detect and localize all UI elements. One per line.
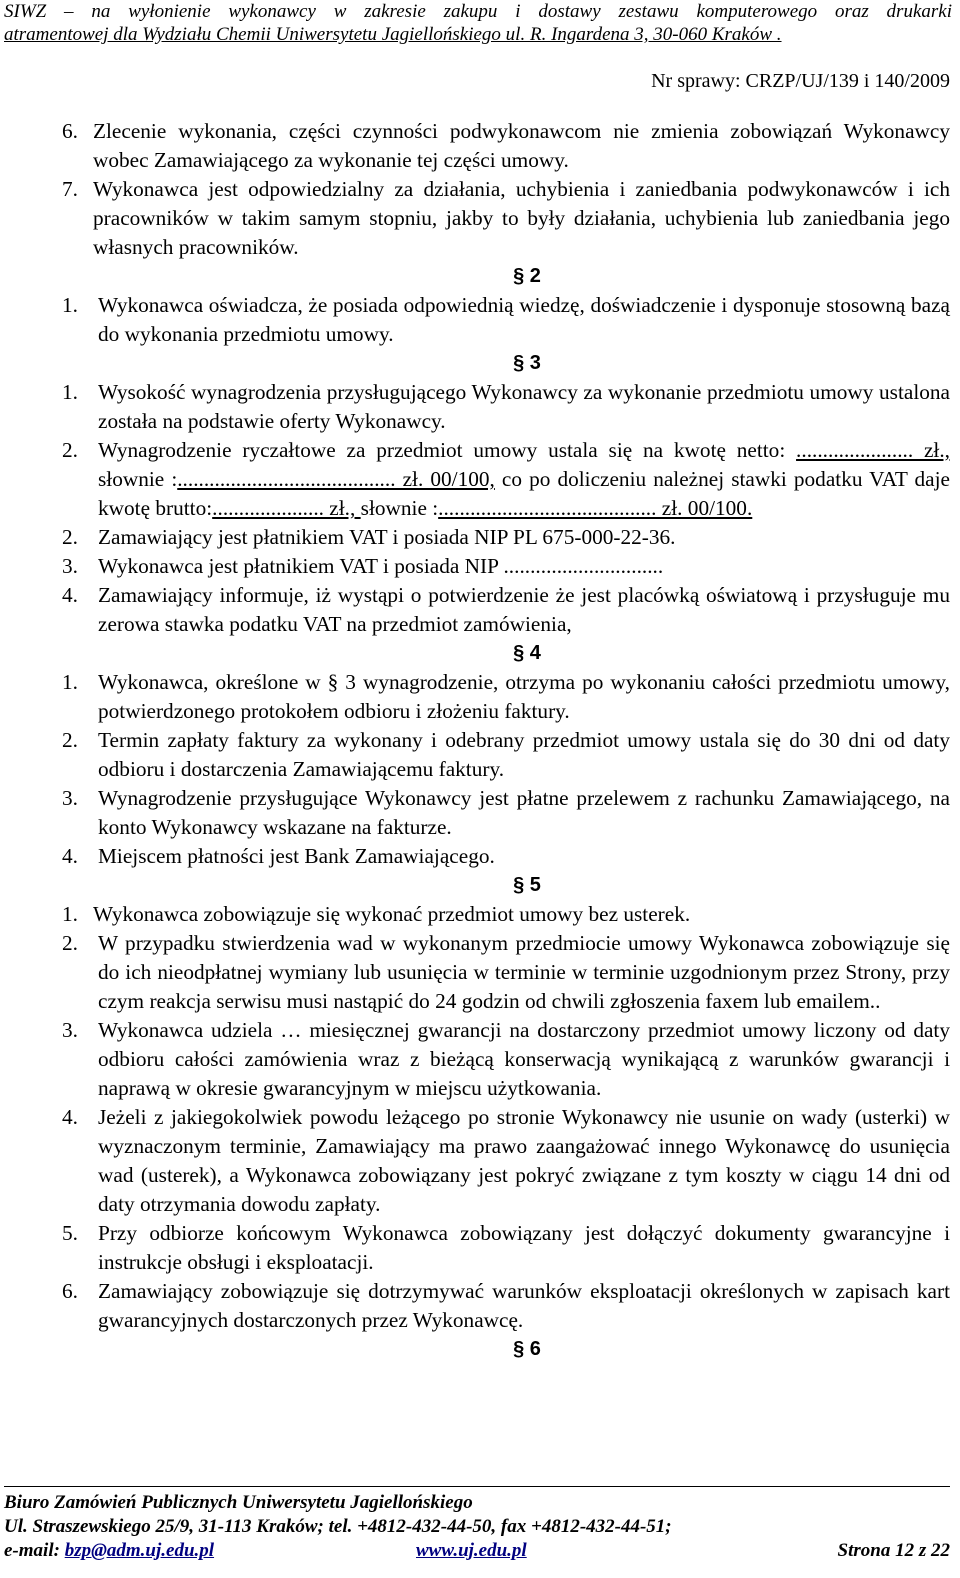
item-text: Wykonawca udziela … miesięcznej gwarancji na dostarczony przedmiot umowy liczony od daty odbioru całości zamówienia wraz z bieżącą konserwacją wynikającą z warunków gwarancji i naprawą w okresie gwarancyjnym w miejscu użytkowania. xyxy=(98,1018,950,1100)
list-item xyxy=(62,1219,950,1277)
item-number: 1. xyxy=(62,380,78,404)
item-number: 6. xyxy=(62,119,78,143)
list-item xyxy=(62,1103,950,1219)
footer-email-link[interactable]: bzp@adm.uj.edu.pl xyxy=(64,1540,215,1561)
list-item xyxy=(62,552,950,581)
item-number: 3. xyxy=(62,1018,78,1042)
item-number: 1. xyxy=(62,670,78,694)
section-heading-2: § 2 xyxy=(513,265,541,287)
document-body xyxy=(62,117,950,1364)
list-item xyxy=(62,784,950,842)
item-number: 2. xyxy=(62,525,78,549)
header-line-1: SIWZ – na wyłonienie wykonawcy w zakresie zakupu i dostawy zestawu komputerowego oraz drukarki xyxy=(4,1,952,22)
list-item xyxy=(62,523,950,552)
section-heading-3: § 3 xyxy=(513,352,541,374)
brutto-words-blank: ......................................... zł. 00/100. xyxy=(438,496,753,520)
footer-website-link[interactable]: www.uj.edu.pl xyxy=(416,1540,527,1561)
item-text: Wykonawca jest płatnikiem VAT i posiada NIP .............................. xyxy=(98,554,664,578)
item-text: Wynagrodzenie ryczałtowe za przedmiot umowy ustala się na kwotę netto: xyxy=(98,438,797,462)
item-text: Termin zapłaty faktury za wykonany i odebrany przedmiot umowy ustala się do 30 dni od daty odbioru i dostarczenia Zamawiającemu faktury. xyxy=(98,728,950,781)
item-number: 4. xyxy=(62,1105,78,1129)
list-item xyxy=(62,726,950,784)
list-item xyxy=(62,117,950,175)
list-item xyxy=(62,842,950,871)
list-item xyxy=(62,929,950,1016)
item-text: Wysokość wynagrodzenia przysługującego Wykonawcy za wykonanie przedmiotu umowy ustalona została na podstawie oferty Wykonawcy. xyxy=(98,380,950,433)
case-number: Nr sprawy: CRZP/UJ/139 i 140/2009 xyxy=(651,70,950,92)
item-text: Zamawiający informuje, iż wystąpi o potwierdzenie że jest placówką oświatową i przysługuje mu zerowa stawka podatku VAT na przedmiot zamówienia, xyxy=(98,583,950,636)
item-text: Zlecenie wykonania, części czynności podwykonawcom nie zmienia zobowiązań Wykonawcy wobec Zamawiającego za wykonanie tej części umowy. xyxy=(93,119,950,172)
page-footer xyxy=(4,1486,950,1563)
item-number: 4. xyxy=(62,583,78,607)
footer-address: Ul. Straszewskiego 25/9, 31-113 Kraków; tel. +4812-432-44-50, fax +4812-432-44-51; xyxy=(4,1516,672,1537)
item-text: W przypadku stwierdzenia wad w wykonanym przedmiocie umowy Wykonawca zobowiązuje się do ich nieodpłatnej wymiany lub usunięcia w terminie w terminie uzgodnionym przez Strony, przy czym reakcja serwisu musi nastąpić do 24 godzin od chwili zgłoszenia faxem lub emailem.. xyxy=(98,931,950,1013)
netto-amount-blank: ...................... zł., xyxy=(796,438,950,462)
list-item xyxy=(62,1277,950,1335)
item-number: 2. xyxy=(62,931,78,955)
list-item xyxy=(62,581,950,639)
item-number: 1. xyxy=(62,902,78,926)
footer-office-name: Biuro Zamówień Publicznych Uniwersytetu Jagiellońskiego xyxy=(4,1492,473,1513)
item-number: 4. xyxy=(62,844,78,868)
list-item xyxy=(62,900,950,929)
item-text: słownie : xyxy=(98,467,178,491)
item-number: 7. xyxy=(62,177,78,201)
list-item xyxy=(62,668,950,726)
item-number: 2. xyxy=(62,728,78,752)
item-number: 1. xyxy=(62,293,78,317)
item-text: Wykonawca oświadcza, że posiada odpowiednią wiedzę, doświadczenie i dysponuje stosowną bazą do wykonania przedmiotu umowy. xyxy=(98,293,950,346)
item-text: Wynagrodzenie przysługujące Wykonawcy jest płatne przelewem z rachunku Zamawiającego, na konto Wykonawcy wskazane na fakturze. xyxy=(98,786,950,839)
item-number: 6. xyxy=(62,1279,78,1303)
list-item-remuneration xyxy=(62,436,950,523)
page-number: Strona 12 z 22 xyxy=(837,1540,950,1561)
item-text: Wykonawca jest odpowiedzialny za działania, uchybienia i zaniedbania podwykonawców i ich pracowników w takim samym stopniu, jakby to były działania, uchybienia lub zaniedbania jego własnych pracowników. xyxy=(93,177,950,259)
item-number: 3. xyxy=(62,786,78,810)
list-item xyxy=(62,1016,950,1103)
item-number: 2. xyxy=(62,438,78,462)
footer-email-label: e-mail: xyxy=(4,1540,65,1561)
item-text: Przy odbiorze końcowym Wykonawca zobowiązany jest dołączyć dokumenty gwarancyjne i instrukcje obsługi i eksploatacji. xyxy=(98,1221,950,1274)
section-heading-4: § 4 xyxy=(513,642,541,664)
list-item xyxy=(62,378,950,436)
section-heading-5: § 5 xyxy=(513,874,541,896)
item-text: Wykonawca, określone w § 3 wynagrodzenie, otrzyma po wykonaniu całości przedmiotu umowy, potwierdzonego protokołem odbioru i złożeniu faktury. xyxy=(98,670,950,723)
list-item xyxy=(62,175,950,262)
item-text: Jeżeli z jakiegokolwiek powodu leżącego po stronie Wykonawcy nie usunie on wady (usterki) w wyznaczonym terminie, Zamawiający ma prawo zaangażować innego Wykonawcę do usunięcia wad (usterek), a Wykonawca zobowiązany jest pokryć związane z tym koszty w ciągu 14 dni od daty otrzymania dowodu zapłaty. xyxy=(98,1105,950,1216)
item-number: 3. xyxy=(62,554,78,578)
item-text: Miejscem płatności jest Bank Zamawiającego. xyxy=(98,844,495,868)
list-item xyxy=(62,291,950,349)
item-text: Zamawiający zobowiązuje się dotrzymywać warunków eksploatacji określonych w zapisach kart gwarancyjnych dostarczonych przez Wykonawcę. xyxy=(98,1279,950,1332)
brutto-amount-blank: ..................... zł., xyxy=(212,496,361,520)
header-line-2: atramentowej dla Wydziału Chemii Uniwersytetu Jagiellońskiego ul. R. Ingardena 3, 30-060 Kraków . xyxy=(4,24,782,45)
item-text: słownie : xyxy=(360,496,439,520)
netto-words-blank: ......................................... zł. 00/100, xyxy=(177,467,495,491)
item-text: Zamawiający jest płatnikiem VAT i posiada NIP PL 675-000-22-36. xyxy=(98,525,676,549)
section-heading-6: § 6 xyxy=(513,1338,541,1360)
item-text: co po doliczeniu należnej stawki podatku VAT daje kwotę brutto: xyxy=(98,467,950,520)
item-number: 5. xyxy=(62,1221,78,1245)
item-text: Wykonawca zobowiązuje się wykonać przedmiot umowy bez usterek. xyxy=(93,902,691,926)
